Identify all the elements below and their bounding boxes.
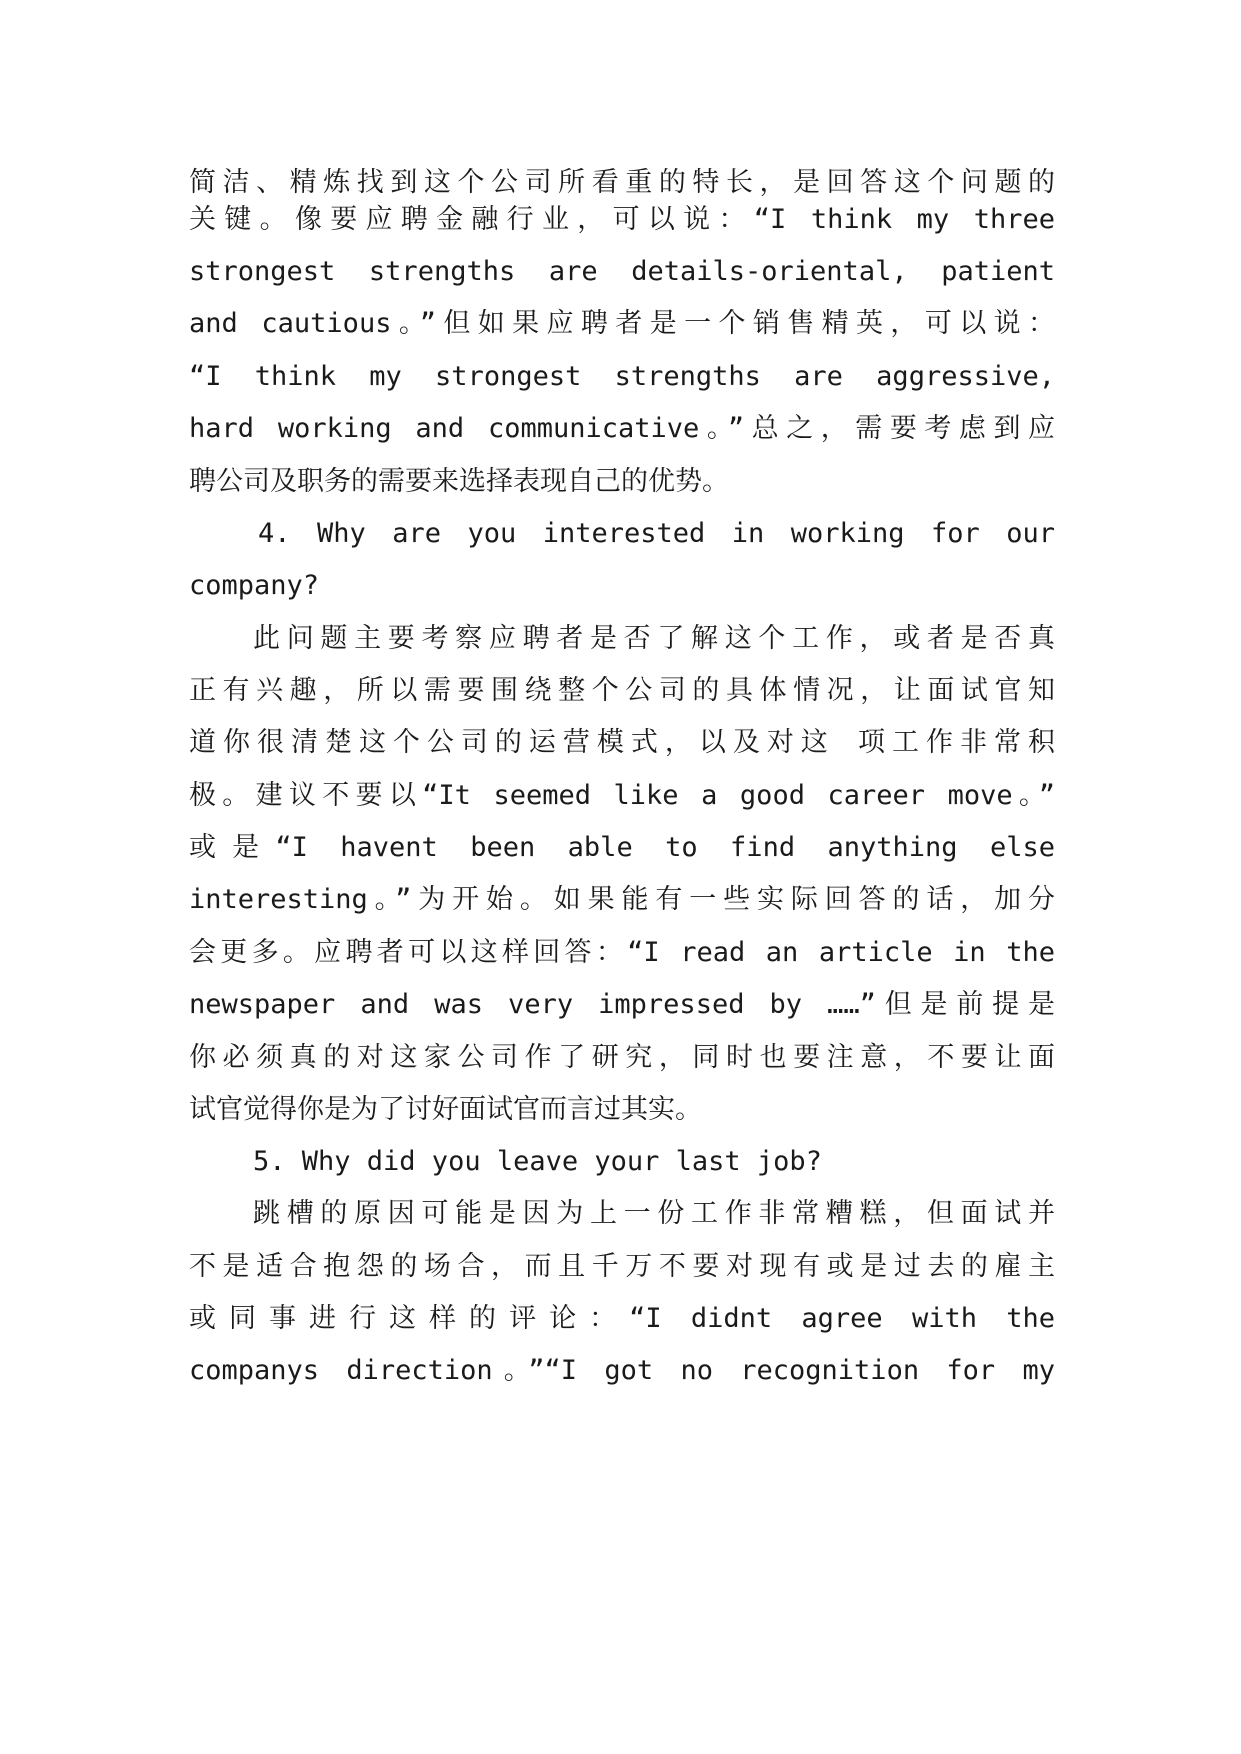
text-line: 正有兴趣，所以需要围绕整个公司的具体情况，让面试官知 [189,675,1055,706]
question-heading: 5. Why did you leave your last job? [253,1146,822,1177]
text-line: company? [189,570,320,601]
text-line: 不是适合抱怨的场合，而且千万不要对现有或是过去的雇主 [189,1251,1055,1282]
text-line: 会更多。应聘者可以这样回答：“I read an article in the [189,937,1055,968]
text-line: 简洁、精炼找到这个公司所看重的特长，是回答这个问题的 [189,167,1055,198]
text-line: 你必须真的对这家公司作了研究，同时也要注意，不要让面 [189,1042,1055,1073]
text-line: 或是“I havent been able to find anything else [189,832,1055,863]
text-line: newspaper and was very impressed by ……”但是前提是 [189,989,1055,1020]
text-line: 聘公司及职务的需要来选择表现自己的优势。 [189,466,729,497]
text-line: companys direction。”“I got no recognition for my [189,1355,1055,1386]
text-line: interesting。”为开始。如果能有一些实际回答的话，加分 [189,884,1055,915]
text-line: 关键。像要应聘金融行业，可以说：“I think my three [189,204,1055,235]
text-line: strongest strengths are details-oriental, patient [189,256,1055,287]
text-line: “I think my strongest strengths are aggressive, [189,361,1055,392]
text-line: and cautious。”但如果应聘者是一个销售精英，可以说： [189,308,1055,339]
text-line: 跳槽的原因可能是因为上一份工作非常糟糕，但面试并 [253,1198,1055,1229]
text-line: 试官觉得你是为了讨好面试官而言过其实。 [189,1094,702,1125]
question-heading: 4. Why are you interested in working for our [258,518,1055,549]
text-line: 或同事进行这样的评论：“I didnt agree with the [189,1303,1055,1334]
text-line: 极。建议不要以“It seemed like a good career move。” [189,780,1055,811]
text-line: 此问题主要考察应聘者是否了解这个工作，或者是否真 [253,623,1055,654]
text-line: hard working and communicative。”总之，需要考虑到应 [189,413,1055,444]
text-line: 道你很清楚这个公司的运营模式，以及对这 项工作非常积 [189,727,1055,758]
